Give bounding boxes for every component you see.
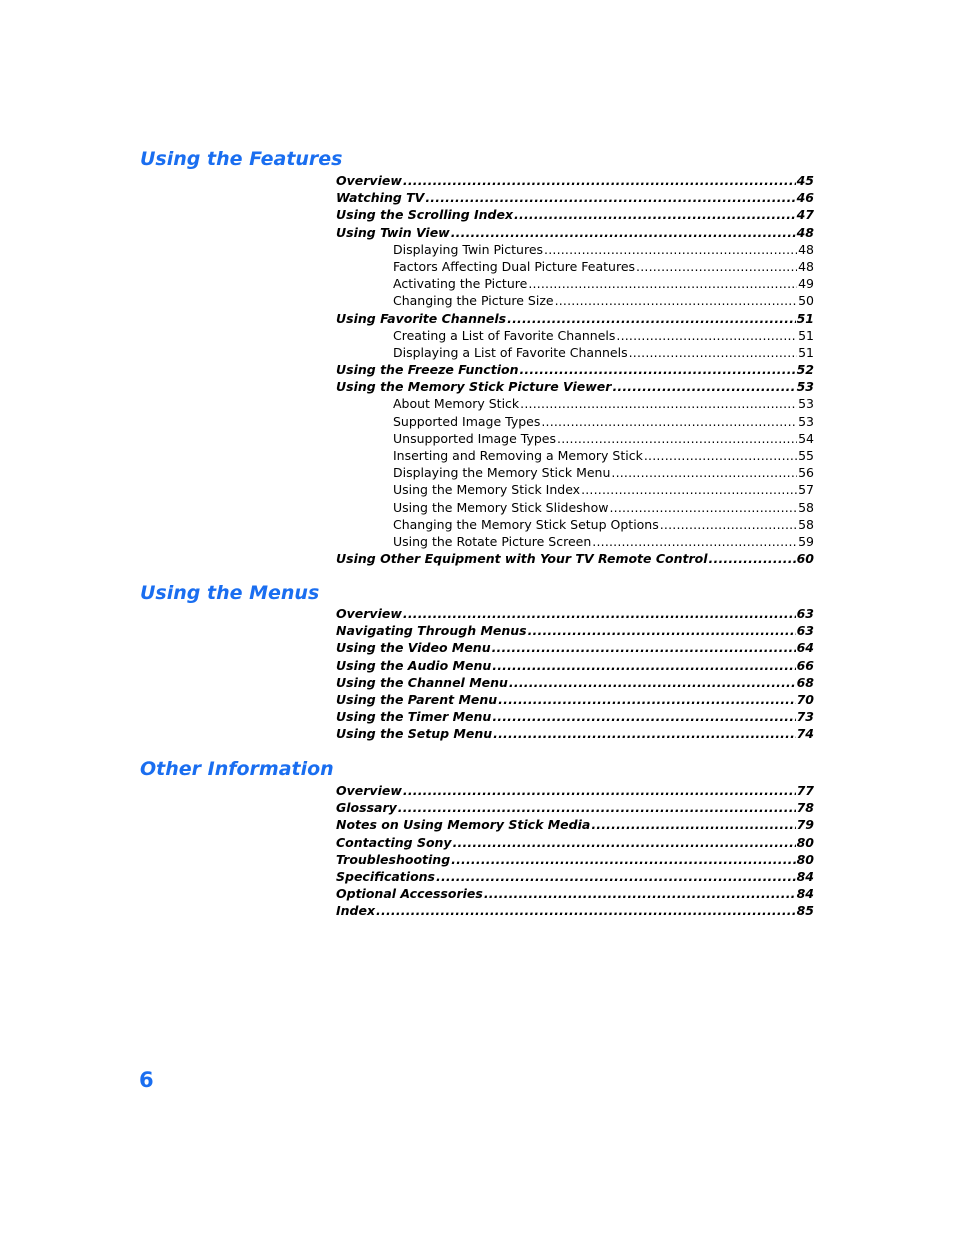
toc-entry-title: About Memory Stick xyxy=(393,396,520,412)
toc-entry-page: 66 xyxy=(796,657,814,673)
toc-entry-page: 63 xyxy=(796,623,814,639)
dot-leader xyxy=(492,657,795,674)
toc-entry-title: Unsupported Image Types xyxy=(393,430,557,446)
toc-entry-title: Contacting Sony xyxy=(336,834,452,850)
toc-entry[interactable] xyxy=(336,206,814,223)
toc-entry-page: 56 xyxy=(798,465,814,481)
toc-subentry[interactable] xyxy=(336,464,814,481)
toc-entry-title: Displaying Twin Pictures xyxy=(393,241,544,257)
dot-leader xyxy=(581,481,797,498)
toc-entry[interactable] xyxy=(336,834,814,851)
toc-entry-page: 53 xyxy=(798,396,814,412)
toc-entry-page: 64 xyxy=(796,640,814,656)
toc-entry-page: 48 xyxy=(798,241,814,257)
dot-leader xyxy=(376,902,796,919)
section-title-menus: Using the Menus xyxy=(140,582,320,604)
dot-leader xyxy=(514,206,796,223)
dot-leader xyxy=(509,674,796,691)
dot-leader xyxy=(507,310,795,327)
toc-entry-page: 63 xyxy=(796,606,814,621)
dot-leader xyxy=(528,622,796,639)
toc-entry-title: Using Favorite Channels xyxy=(336,310,507,326)
toc-entry-page: 77 xyxy=(796,783,814,798)
toc-entry-page: 84 xyxy=(796,868,814,884)
dot-leader xyxy=(453,834,796,851)
section-title-other-information: Other Information xyxy=(140,758,334,780)
toc-entry[interactable] xyxy=(336,674,814,691)
toc-subentry[interactable] xyxy=(336,533,814,550)
toc-entry-title: Glossary xyxy=(336,800,397,816)
toc-entry-title: Inserting and Removing a Memory Stick xyxy=(393,448,643,463)
toc-entry-title: Using the Memory Stick Picture Viewer xyxy=(336,379,612,395)
dot-leader xyxy=(616,327,797,344)
dot-leader xyxy=(492,639,796,656)
toc-entry-title: Activating the Picture xyxy=(393,276,528,292)
toc-entry-title: Displaying a List of Favorite Channels xyxy=(393,344,628,360)
toc-entry-title: Using the Memory Stick Slideshow xyxy=(393,499,609,515)
toc-entry-page: 48 xyxy=(798,258,814,274)
toc-entry-title: Using the Timer Menu xyxy=(336,709,492,725)
toc-entry[interactable] xyxy=(336,657,814,674)
toc-entry-title: Changing the Picture Size xyxy=(393,293,554,309)
toc-entry-title: Supported Image Types xyxy=(393,413,541,429)
toc-entry-page: 53 xyxy=(796,379,814,395)
dot-leader xyxy=(520,395,797,412)
toc-entry-page: 52 xyxy=(796,362,814,378)
toc-entry[interactable] xyxy=(336,622,814,639)
dot-leader xyxy=(612,378,795,395)
toc-entry-title: Using the Parent Menu xyxy=(336,691,498,707)
toc-subentry[interactable] xyxy=(336,447,814,464)
dot-leader xyxy=(436,868,796,885)
toc-entry-page: 51 xyxy=(796,310,814,326)
toc-entry-title: Troubleshooting xyxy=(336,851,451,867)
toc-entry[interactable] xyxy=(336,782,814,799)
toc-entry-title: Using the Audio Menu xyxy=(336,657,492,673)
dot-leader xyxy=(493,725,795,742)
toc-entry-title: Specifications xyxy=(336,868,435,884)
toc-entry-page: 49 xyxy=(798,276,814,292)
toc-entry[interactable] xyxy=(336,605,814,622)
toc-entry-title: Overview xyxy=(336,783,402,798)
toc-entry-page: 53 xyxy=(798,413,814,429)
dot-leader xyxy=(592,533,797,550)
toc-list-features xyxy=(336,172,814,567)
dot-leader xyxy=(425,189,795,206)
toc-subentry[interactable] xyxy=(336,430,814,447)
toc-entry-title: Using the Scrolling Index xyxy=(336,207,514,223)
dot-leader xyxy=(660,516,797,533)
toc-entry-page: 46 xyxy=(796,190,814,206)
toc-entry-title: Factors Affecting Dual Picture Features xyxy=(393,258,636,274)
dot-leader xyxy=(636,258,797,275)
toc-entry-page: 45 xyxy=(796,173,814,188)
toc-subentry[interactable] xyxy=(336,275,814,292)
toc-entry-title: Using the Channel Menu xyxy=(336,674,508,690)
toc-entry-page: 59 xyxy=(798,533,814,549)
dot-leader xyxy=(403,605,796,622)
toc-entry-page: 70 xyxy=(796,691,814,707)
toc-entry-page: 57 xyxy=(798,482,814,498)
toc-subentry[interactable] xyxy=(336,258,814,275)
dot-leader xyxy=(519,361,795,378)
dot-leader xyxy=(555,292,798,309)
dot-leader xyxy=(629,344,797,361)
toc-entry-page: 60 xyxy=(796,551,814,567)
dot-leader xyxy=(398,799,796,816)
toc-entry-title: Changing the Memory Stick Setup Options xyxy=(393,516,659,532)
dot-leader xyxy=(591,816,795,833)
dot-leader xyxy=(451,224,796,241)
toc-entry-page: 74 xyxy=(796,726,814,742)
toc-entry-page: 85 xyxy=(796,903,814,919)
toc-entry-page: 84 xyxy=(796,886,814,902)
toc-entry-page: 54 xyxy=(798,430,814,446)
toc-entry[interactable] xyxy=(336,799,814,816)
toc-entry-title: Using Other Equipment with Your TV Remote Control xyxy=(336,551,708,567)
toc-entry-page: 73 xyxy=(796,709,814,725)
section-title-features: Using the Features xyxy=(140,148,343,170)
toc-entry-page: 55 xyxy=(798,448,814,463)
toc-entry-title: Navigating Through Menus xyxy=(336,623,527,639)
dot-leader xyxy=(557,430,797,447)
toc-entry[interactable] xyxy=(336,224,814,241)
toc-entry-page: 58 xyxy=(798,499,814,515)
toc-entry-title: Displaying the Memory Stick Menu xyxy=(393,465,611,481)
toc-entry-page: 51 xyxy=(798,327,814,343)
toc-subentry[interactable] xyxy=(336,292,814,309)
toc-entry-title: Using the Memory Stick Index xyxy=(393,482,581,498)
toc-list-menus xyxy=(336,605,814,743)
toc-entry[interactable] xyxy=(336,639,814,656)
dot-leader xyxy=(544,241,797,258)
toc-subentry[interactable] xyxy=(336,241,814,258)
dot-leader xyxy=(709,550,796,567)
toc-subentry[interactable] xyxy=(336,344,814,361)
toc-entry[interactable] xyxy=(336,691,814,708)
dot-leader xyxy=(611,464,797,481)
toc-entry-page: 78 xyxy=(796,800,814,816)
toc-entry-page: 68 xyxy=(796,674,814,690)
dot-leader xyxy=(484,885,796,902)
toc-entry-page: 80 xyxy=(796,851,814,867)
toc-entry[interactable] xyxy=(336,189,814,206)
page-number: 6 xyxy=(139,1068,154,1092)
toc-list-other-information xyxy=(336,782,814,920)
toc-entry-title: Using the Rotate Picture Screen xyxy=(393,533,592,549)
toc-entry[interactable] xyxy=(336,816,814,833)
toc-subentry[interactable] xyxy=(336,516,814,533)
toc-entry[interactable] xyxy=(336,708,814,725)
toc-entry-page: 58 xyxy=(798,516,814,532)
toc-entry[interactable] xyxy=(336,361,814,378)
toc-subentry[interactable] xyxy=(336,395,814,412)
toc-subentry[interactable] xyxy=(336,499,814,516)
toc-entry[interactable] xyxy=(336,725,814,742)
toc-entry[interactable] xyxy=(336,902,814,919)
toc-entry-page: 79 xyxy=(796,817,814,833)
toc-entry[interactable] xyxy=(336,550,814,567)
toc-entry-title: Overview xyxy=(336,606,402,621)
dot-leader xyxy=(609,499,797,516)
toc-entry-page: 80 xyxy=(796,834,814,850)
toc-entry[interactable] xyxy=(336,868,814,885)
toc-subentry[interactable] xyxy=(336,481,814,498)
toc-entry-page: 48 xyxy=(796,224,814,240)
toc-entry-title: Using the Setup Menu xyxy=(336,726,493,742)
toc-entry-page: 50 xyxy=(798,293,814,309)
toc-entry[interactable] xyxy=(336,851,814,868)
toc-subentry[interactable] xyxy=(336,327,814,344)
toc-entry-title: Using the Video Menu xyxy=(336,640,491,656)
toc-entry-title: Watching TV xyxy=(336,190,425,206)
toc-entry-title: Notes on Using Memory Stick Media xyxy=(336,817,591,833)
toc-entry-page: 47 xyxy=(796,207,814,223)
toc-entry[interactable] xyxy=(336,885,814,902)
dot-leader xyxy=(541,413,797,430)
toc-entry[interactable] xyxy=(336,172,814,189)
toc-entry[interactable] xyxy=(336,378,814,395)
toc-entry-title: Overview xyxy=(336,173,402,188)
toc-entry-title: Using the Freeze Function xyxy=(336,362,519,378)
dot-leader xyxy=(403,172,796,189)
dot-leader xyxy=(498,691,795,708)
toc-entry-title: Optional Accessories xyxy=(336,886,483,902)
dot-leader xyxy=(528,275,797,292)
toc-entry-title: Index xyxy=(336,903,376,919)
dot-leader xyxy=(492,708,795,725)
toc-entry-title: Using Twin View xyxy=(336,224,450,240)
toc-entry[interactable] xyxy=(336,310,814,327)
toc-subentry[interactable] xyxy=(336,413,814,430)
dot-leader xyxy=(644,447,797,464)
toc-entry-title: Creating a List of Favorite Channels xyxy=(393,327,616,343)
dot-leader xyxy=(403,782,796,799)
dot-leader xyxy=(451,851,795,868)
toc-entry-page: 51 xyxy=(798,344,814,360)
